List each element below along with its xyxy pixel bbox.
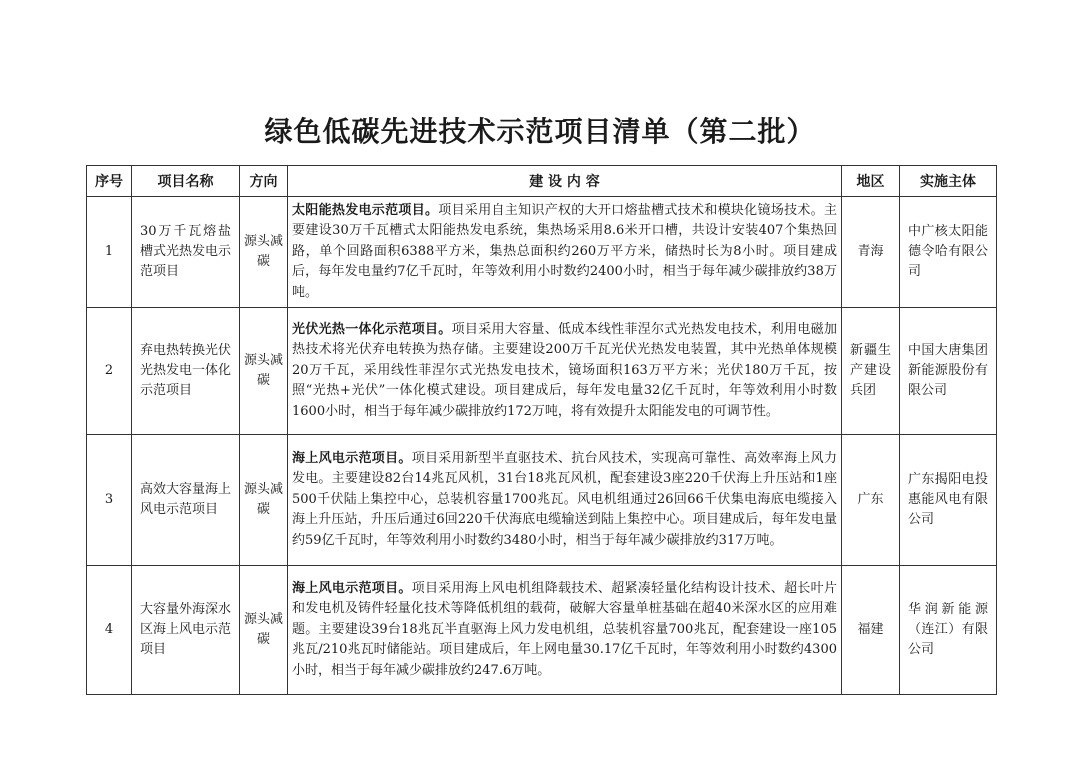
row-org: 华润新能源（连江）有限公司	[900, 566, 997, 695]
header-region: 地区	[842, 166, 900, 197]
row-name: 大容量外海深水区海上风电示范项目	[132, 566, 240, 695]
row-name: 30万千瓦熔盐槽式光热发电示范项目	[132, 197, 240, 308]
row-content-text: 项目采用新型半直驱技术、抗台风技术，实现高可靠性、高效率海上风力发电。主要建设82台14兆瓦风机，31台18兆瓦风机，配套建设3座220千伏海上升压站和1座500千伏陆上集控中心，总装机容量1700兆瓦。风电机组通过26回66千伏集电海底电缆接入海上升压站，升压后通过6回220千伏海底电缆输送到陆上集控中心。项目建成后，每年发电量约59亿千瓦时，年等效利用小时数约3480小时，相当于每年减少碳排放约317万吨。	[292, 450, 837, 548]
row-content	[288, 308, 842, 435]
row-name: 弃电热转换光伏光热发电一体化示范项目	[132, 308, 240, 435]
row-content-text: 项目采用自主知识产权的大开口熔盐槽式技术和模块化镜场技术。主要建设30万千瓦槽式太阳能热发电系统，集热场采用8.6米开口槽，共设计安装407个集热回路，单个回路面积6388平方米，集热总面积约260万平方米，储热时长为8小时。项目建成后，每年发电量约7亿千瓦时，年等效利用小时数约2400小时，相当于每年减少碳排放约38万吨。	[292, 202, 837, 300]
row-content-text: 项目采用大容量、低成本线性菲涅尔式光热发电技术，利用电磁加热技术将光伏弃电转换为热存储。主要建设200万千瓦光伏光热发电装置，其中光热单体规模20万千瓦，采用线性菲涅尔式光热发电技术，镜场面积163万平方米；光伏180万千瓦，按照“光热+光伏”一体化模式建设。项目建成后，每年发电量32亿千瓦时，年等效利用小时数1600小时，相当于每年减少碳排放约172万吨，将有效提升太阳能发电的可调节性。	[292, 321, 837, 419]
row-direction: 源头减碳	[240, 308, 288, 435]
page-title: 绿色低碳先进技术示范项目清单（第二批）	[264, 115, 816, 148]
row-region: 新疆生产建设兵团	[842, 308, 900, 435]
row-region: 广东	[842, 435, 900, 566]
table-row	[87, 197, 997, 308]
table-row	[87, 566, 997, 695]
row-project-type: 太阳能热发电示范项目。	[292, 202, 439, 218]
header-name: 项目名称	[132, 166, 240, 197]
row-content	[288, 435, 842, 566]
row-region: 福建	[842, 566, 900, 695]
header-org: 实施主体	[900, 166, 997, 197]
project-table	[86, 165, 997, 695]
row-org: 中国大唐集团新能源股份有限公司	[900, 308, 997, 435]
row-region: 青海	[842, 197, 900, 308]
row-org: 广东揭阳电投惠能风电有限公司	[900, 435, 997, 566]
table-header-row	[87, 166, 997, 197]
row-no: 3	[87, 435, 132, 566]
row-name: 高效大容量海上风电示范项目	[132, 435, 240, 566]
row-project-type: 海上风电示范项目。	[292, 450, 412, 466]
row-project-type: 海上风电示范项目。	[292, 580, 412, 596]
row-no: 4	[87, 566, 132, 695]
row-direction: 源头减碳	[240, 197, 288, 308]
table-row	[87, 308, 997, 435]
row-content	[288, 566, 842, 695]
row-no: 1	[87, 197, 132, 308]
row-no: 2	[87, 308, 132, 435]
header-no: 序号	[87, 166, 132, 197]
header-content: 建 设 内 容	[288, 166, 842, 197]
row-project-type: 光伏光热一体化示范项目。	[292, 321, 452, 337]
table-row	[87, 435, 997, 566]
row-org: 中广核太阳能德令哈有限公司	[900, 197, 997, 308]
row-content-text: 项目采用海上风电机组降载技术、超紧凑轻量化结构设计技术、超长叶片和发电机及铸件轻量化技术等降低机组的载荷，破解大容量单桩基础在超40米深水区的应用难题。主要建设39台18兆瓦半直驱海上风力发电机组，总装机容量700兆瓦，配套建设一座105兆瓦/210兆瓦时储能站。项目建成后，年上网电量30.17亿千瓦时，年等效利用小时数约4300小时，相当于每年减少碳排放约247.6万吨。	[292, 580, 837, 678]
row-content	[288, 197, 842, 308]
row-direction: 源头减碳	[240, 566, 288, 695]
header-direction: 方向	[240, 166, 288, 197]
row-direction: 源头减碳	[240, 435, 288, 566]
